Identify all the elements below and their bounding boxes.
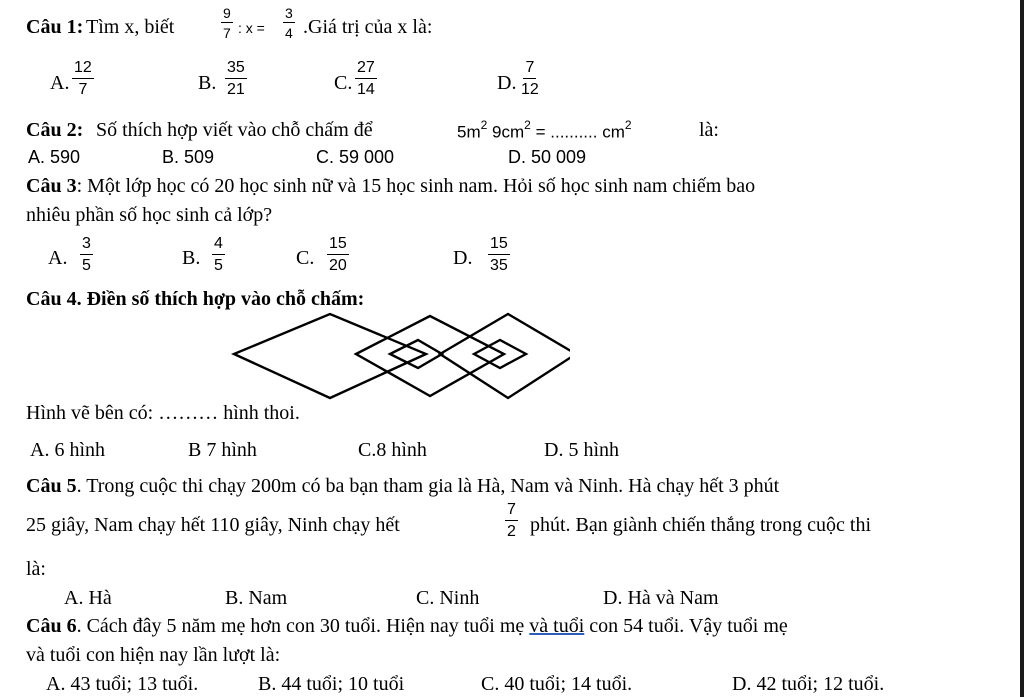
q5-line-3: là: — [26, 558, 46, 580]
q5-line-2-end: phút. Bạn giành chiến thắng trong cuộc thi — [530, 514, 872, 536]
q1-fraction-1: $\frac{9}{7}$ — [223, 5, 231, 41]
q2-option-b: B. 509 — [162, 147, 215, 167]
q3-option-c-letter: C. — [296, 247, 315, 269]
q1-option-d: $\frac{7}{12}$ — [521, 59, 539, 98]
q2-option-c: C. 59 000 — [316, 147, 395, 167]
small-rhombus-2 — [474, 340, 526, 368]
q1-option-b: $\frac{35}{21}$ — [227, 59, 245, 98]
q2-text: Số thích hợp viết vào chỗ chấm để — [96, 119, 373, 141]
q6-line-2: và tuổi con hiện nay lần lượt là: — [26, 644, 281, 666]
q6-line-1: Câu 6. Cách đây 5 năm mẹ hơn con 30 tuổi. Hiện nay tuổi mẹ và tuổi con 54 tuổi. Vậy tuổi mẹ — [26, 615, 788, 637]
q6-option-a: A. 43 tuổi; 13 tuổi. — [46, 673, 199, 695]
q4-option-b: B 7 hình — [188, 439, 257, 461]
q6-option-c: C. 40 tuổi; 14 tuổi. — [481, 673, 633, 695]
q6-option-d: D. 42 tuổi; 12 tuổi. — [732, 673, 885, 695]
large-rhombus-2 — [356, 316, 504, 396]
q5-option-a: A. Hà — [64, 587, 112, 609]
page-edge — [1020, 0, 1024, 697]
q1-option-c-letter: C. — [334, 72, 353, 94]
q4-option-d: D. 5 hình — [544, 439, 619, 461]
q5-option-d: D. Hà và Nam — [603, 587, 719, 609]
q6-option-b: B. 44 tuổi; 10 tuổi — [258, 673, 405, 695]
q3-option-a: $\frac{3}{5}$ — [82, 235, 91, 274]
q2-label: Câu 2: — [26, 119, 84, 141]
q3-line-2: nhiêu phần số học sinh cả lớp? — [26, 204, 273, 226]
q1-text-end: .Giá trị của x là: — [303, 16, 433, 38]
q1-fraction-2: $\frac{3}{4}$ — [285, 5, 293, 41]
q3-line-1: Câu 3: Một lớp học có 20 học sinh nữ và 15 học sinh nam. Hỏi số học sinh nam chiếm bao — [26, 175, 756, 197]
q5-fraction: $\frac{7}{2}$ — [507, 501, 516, 540]
q5-line-2-start: 25 giây, Nam chạy hết 110 giây, Ninh chạy hết — [26, 514, 400, 536]
q2-option-a: A. 590 — [28, 147, 81, 167]
rhombus-figure — [230, 310, 570, 406]
q1-operator: : x = — [238, 20, 265, 36]
q2-text-end: là: — [699, 119, 719, 141]
q3-option-b-letter: B. — [182, 247, 201, 269]
q1-label: Câu 1: — [26, 16, 84, 38]
q1-option-a: $\frac{12}{7}$ — [74, 59, 92, 98]
q2-expression: $5m^2$ $9cm^2$ = .......... $cm^2$ — [457, 118, 632, 142]
q4-option-a: A. 6 hình — [30, 439, 105, 461]
q4-text: Hình vẽ bên có: ……… hình thoi. — [26, 402, 300, 424]
q5-option-b: B. Nam — [225, 587, 288, 609]
q3-option-a-letter: A. — [48, 247, 68, 269]
large-rhombus-1 — [234, 314, 426, 398]
q1-option-a-letter: A. — [50, 72, 70, 94]
q1-option-b-letter: B. — [198, 72, 217, 94]
q1-text: Tìm x, biết — [86, 16, 175, 38]
q3-option-d: $\frac{15}{35}$ — [490, 235, 508, 274]
q5-option-c: C. Ninh — [416, 587, 480, 609]
large-rhombus-3 — [440, 314, 570, 398]
q5-line-1: Câu 5. Trong cuộc thi chạy 200m có ba bạn tham gia là Hà, Nam và Ninh. Hà chạy hết 3 phút — [26, 475, 780, 497]
q2-option-d: D. 50 009 — [508, 147, 587, 167]
q4-title: Câu 4. Điền số thích hợp vào chỗ chấm: — [26, 288, 365, 310]
q1-option-d-letter: D. — [497, 72, 517, 94]
q4-option-c: C.8 hình — [358, 439, 427, 461]
q3-option-b: $\frac{4}{5}$ — [214, 235, 223, 274]
q1-option-c: $\frac{27}{14}$ — [357, 59, 375, 98]
q3-option-c: $\frac{15}{20}$ — [329, 235, 347, 274]
small-rhombus-1 — [390, 340, 442, 368]
q3-option-d-letter: D. — [453, 247, 473, 269]
